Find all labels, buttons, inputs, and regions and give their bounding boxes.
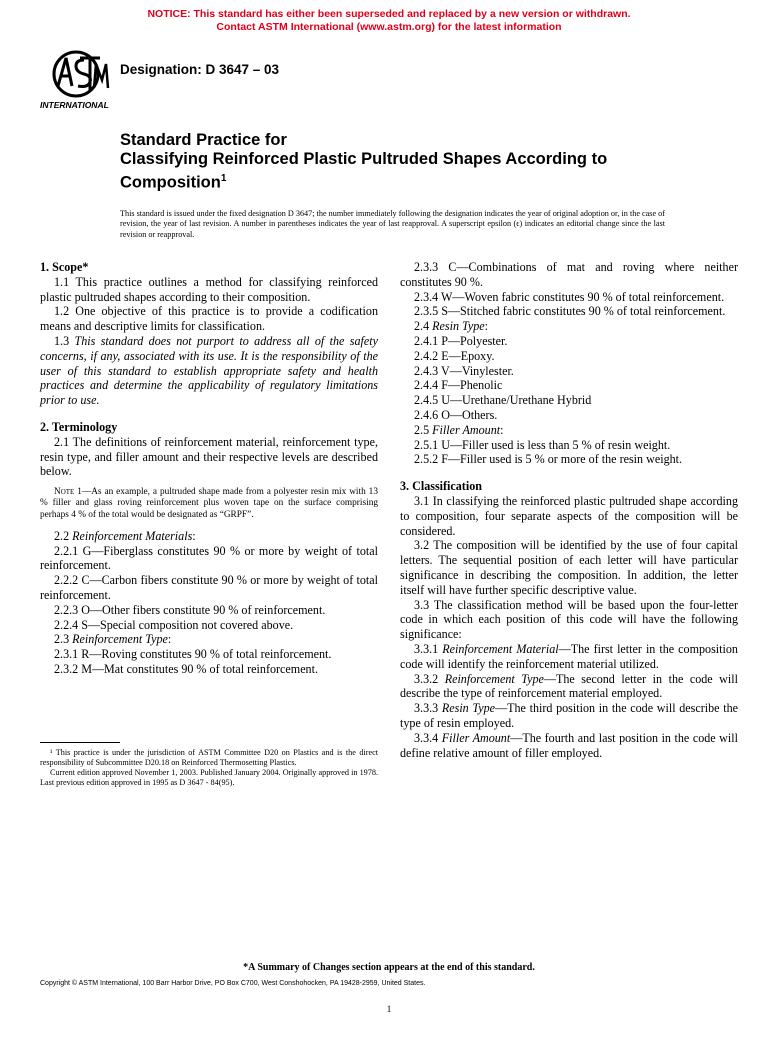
section-heading-classification: 3. Classification <box>400 479 482 494</box>
right-column <box>400 260 738 760</box>
astm-logo <box>40 48 112 110</box>
colon: : <box>167 632 172 647</box>
para-3-3-3-term: Resin Type <box>441 701 496 716</box>
left-column <box>40 260 378 677</box>
colon: : <box>484 319 489 334</box>
para-3-3-1-num: 3.3.1 <box>414 641 439 656</box>
para-1-3-text: This standard does not purport to address all of the safety concerns, if any, associated with its use. It is the responsibility of the user of this standard to establish appropriate safety and health practices and determine the applicability of regulatory limitations prior to use. <box>40 333 378 408</box>
para-2-5-term: Filler Amount <box>432 422 501 437</box>
para-2-4-1: 2.4.1 P—Polyester. <box>414 333 508 348</box>
para-2-5-2: 2.5.2 F—Filler used is 5 % or more of the resin weight. <box>414 452 683 467</box>
para-3-3-4 <box>400 731 738 761</box>
para-3-3-1 <box>400 642 738 672</box>
para-2-4-3: 2.4.3 V—Vinylester. <box>414 363 514 378</box>
para-2-1: 2.1 The definitions of reinforcement material, reinforcement type, resin type, and filler amount and their respective levels are described below. <box>40 434 378 479</box>
para-2-2-1: 2.2.1 G—Fiberglass constitutes 90 % or more by weight of total reinforcement. <box>40 543 378 573</box>
section-heading-scope: 1. Scope* <box>40 260 89 274</box>
para-3-3-2-text: —The second letter in the code will describe the type of reinforcement material employed. <box>400 671 738 701</box>
copyright: Copyright © ASTM International, 100 Barr Harbor Drive, PO Box C700, West Conshohocken, PA 19428-2959, United States. <box>40 980 426 987</box>
para-2-4 <box>400 319 738 334</box>
footnote-2: Current edition approved November 1, 2003. Published January 2004. Originally approved in 1978. Last previous edition approved in 1995 as D 3647 - 84(95). <box>40 768 378 788</box>
para-3-3-2-num: 3.3.2 <box>414 671 439 686</box>
footnote-1: ¹ This practice is under the jurisdiction of ASTM Committee D20 on Plastics and is the direct responsibility of Subcommittee D20.18 on Reinforced Thermosetting Plastics. <box>40 748 378 768</box>
para-3-3-3-num: 3.3.3 <box>414 701 439 716</box>
para-2-4-4: 2.4.4 F—Phenolic <box>414 378 503 393</box>
footnote-divider <box>40 742 120 743</box>
para-3-3-2-term: Reinforcement Type <box>444 671 544 686</box>
notice-banner <box>0 8 778 34</box>
title-line-1: Standard Practice for <box>120 131 287 149</box>
title-line-2: Classifying Reinforced Plastic Pultruded Shapes According to Composition <box>120 150 608 192</box>
page-number: 1 <box>386 1005 392 1015</box>
issued-note: This standard is issued under the fixed designation D 3647; the number immediately following the designation indicates the year of original adoption or, in the case of revision, the year of last revision. A number in parentheses indicates the year of last reapproval. A superscript epsilon (ϵ) indicates an editorial change since the last revision or reapproval. <box>120 209 665 239</box>
para-2-3-5: 2.3.5 S—Stitched fabric constitutes 90 % of total reinforcement. <box>414 304 726 319</box>
para-2-3-term: Reinforcement Type <box>72 632 168 647</box>
para-2-5-1: 2.5.1 U—Filler used is less than 5 % of resin weight. <box>414 437 671 452</box>
para-2-2-4: 2.2.4 S—Special composition not covered above. <box>54 617 294 632</box>
para-2-2 <box>40 529 378 544</box>
colon: : <box>500 422 504 437</box>
para-2-4-2: 2.4.2 E—Epoxy. <box>414 348 495 363</box>
para-2-5-num: 2.5 <box>414 422 430 437</box>
footnotes <box>40 748 378 788</box>
para-2-4-5: 2.4.5 U—Urethane/Urethane Hybrid <box>414 393 592 408</box>
para-2-3 <box>40 632 378 647</box>
para-2-2-3: 2.2.3 O—Other fibers constitute 90 % of reinforcement. <box>54 602 326 617</box>
note-1-text: —As an example, a pultruded shape made from a polyester resin mix with 13 % filler and glass roving reinforcement plus woven tape on the surface comprising perhaps 4 % of the total would be designated as “GRPF”. <box>40 487 378 520</box>
para-2-4-6: 2.4.6 O—Others. <box>414 407 498 422</box>
para-1-2: 1.2 One objective of this practice is to provide a codification means and descriptive limits for classification. <box>40 304 378 334</box>
para-2-3-4: 2.3.4 W—Woven fabric constitutes 90 % of total reinforcement. <box>414 289 725 304</box>
title-footnote-mark: 1 <box>220 173 227 184</box>
para-2-3-3: 2.3.3 C—Combinations of mat and roving where neither constitutes 90 %. <box>400 260 738 289</box>
para-3-3-2 <box>400 672 738 702</box>
para-3-2: 3.2 The composition will be identified by the use of four capital letters. The sequential position of each letter will have particular significance in describing the composition. In addition, the letter itself will have further specific descriptive value. <box>400 538 738 597</box>
para-2-5 <box>400 423 738 438</box>
para-1-3-num: 1.3 <box>54 333 70 348</box>
para-3-3: 3.3 The classification method will be based upon the four-letter code in which each position of this code will have the following significance: <box>400 597 738 642</box>
document-title <box>120 131 680 193</box>
para-2-4-term: Resin Type <box>432 319 485 334</box>
para-2-2-term: Reinforcement Materials <box>72 528 193 543</box>
para-1-3 <box>40 334 378 408</box>
notice-line-2: Contact ASTM International (www.astm.org) for the latest information <box>216 21 562 33</box>
para-1-1: 1.1 This practice outlines a method for classifying reinforced plastic pultruded shapes according to their composition. <box>40 274 378 304</box>
para-2-4-num: 2.4 <box>414 319 430 334</box>
colon: : <box>192 528 196 543</box>
note-1 <box>40 487 378 521</box>
summary-note: *A Summary of Changes section appears at the end of this standard. <box>243 962 535 973</box>
para-3-3-1-term: Reinforcement Material <box>442 641 559 656</box>
para-3-3-4-term: Filler Amount <box>441 730 511 745</box>
designation: Designation: D 3647 – 03 <box>120 62 280 77</box>
para-2-3-num: 2.3 <box>54 632 70 647</box>
logo-text: INTERNATIONAL <box>40 100 109 110</box>
para-3-3-1-text: —The first letter in the composition code will identify the reinforcement material utilized. <box>400 641 738 671</box>
section-heading-terminology: 2. Terminology <box>40 419 118 434</box>
para-2-3-2: 2.3.2 M—Mat constitutes 90 % of total reinforcement. <box>54 661 318 676</box>
para-2-2-num: 2.2 <box>54 528 70 543</box>
note-1-label: Note 1 <box>54 487 82 498</box>
para-3-3-3 <box>400 701 738 731</box>
para-3-3-4-text: —The fourth and last position in the code will define relative amount of filler employed. <box>400 730 738 760</box>
para-3-1: 3.1 In classifying the reinforced plastic pultruded shape according to composition, four separate aspects of the composition will be considered. <box>400 493 738 538</box>
notice-line-1: NOTICE: This standard has either been superseded and replaced by a new version or withdrawn. <box>147 8 631 20</box>
para-2-3-1: 2.3.1 R—Roving constitutes 90 % of total reinforcement. <box>54 647 332 662</box>
para-2-2-2: 2.2.2 C—Carbon fibers constitute 90 % or more by weight of total reinforcement. <box>40 573 378 602</box>
para-3-3-3-text: —The third position in the code will describe the type of resin employed. <box>400 701 738 730</box>
para-3-3-4-num: 3.3.4 <box>414 730 439 745</box>
